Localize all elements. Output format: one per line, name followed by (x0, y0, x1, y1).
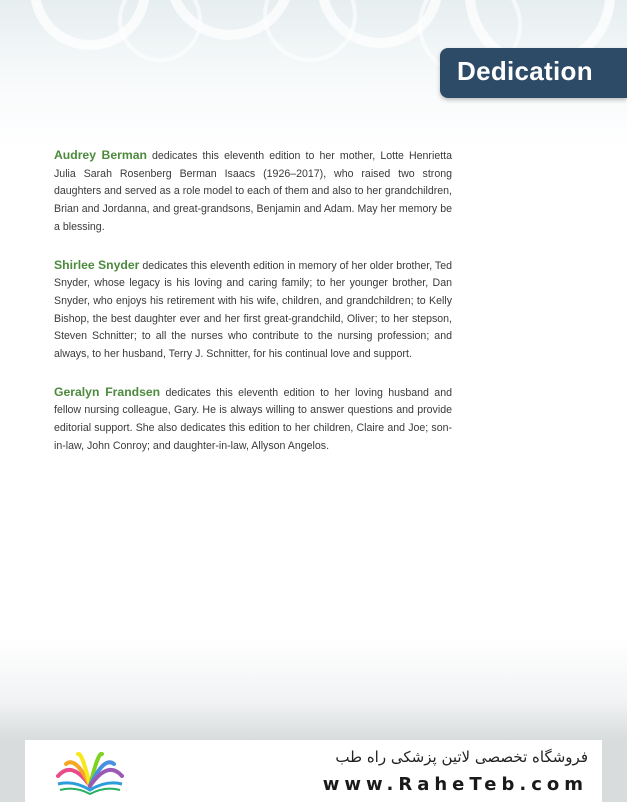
store-name: فروشگاه تخصصی لاتین پزشکی راه طب (335, 748, 588, 766)
dedication-text: dedicates this eleventh edition in memory of her older brother, Ted Snyder, whose legacy is his loving and caring family; to her younger brother, Dan Snyder, who enjoys his retirement with his wife, children, and grandchildren; to Kelly Bishop, the best daughter ever and her first great-grandchild, Oliver; to her stepson, Steven Schnitter; to all the nurses who contribute to the nursing profession; and always, to her husband, Terry J. Schnitter, for his continual love and support. (54, 259, 453, 361)
dedication-text: dedicates this eleventh edition to her mother, Lotte Henrietta Julia Sarah Rosenberg Berman Isaacs (1926–2017), who raised two strong daughters and served as a role model to each of them and also to her grandchildren, Brian and Jordanna, and great-grandsons, Benjamin and Adam. May her memory be a blessing. (54, 150, 452, 233)
dedication-text: dedicates this eleventh edition to her loving husband and fellow nursing colleague, Gary. He is always willing to answer questions and provide editorial support. She also dedicates this edition to her children, Claire and Joe; son-in-law, John Conroy; and daughter-in-law, Allyson Angelos. (54, 386, 452, 452)
dedication-paragraph (54, 147, 452, 237)
dedication-paragraph (54, 257, 452, 364)
store-url-link[interactable]: www.RaheTeb.com (322, 774, 588, 795)
page-title: Dedication (457, 56, 593, 86)
author-name: Audrey Berman (54, 148, 147, 162)
dedication-body (54, 147, 452, 476)
dedication-paragraph (54, 384, 452, 456)
open-book-rainbow-icon (52, 746, 128, 798)
store-footer (25, 740, 602, 802)
author-name: Geralyn Frandsen (54, 384, 161, 399)
section-header (440, 48, 627, 98)
author-name: Shirlee Snyder (54, 257, 140, 272)
